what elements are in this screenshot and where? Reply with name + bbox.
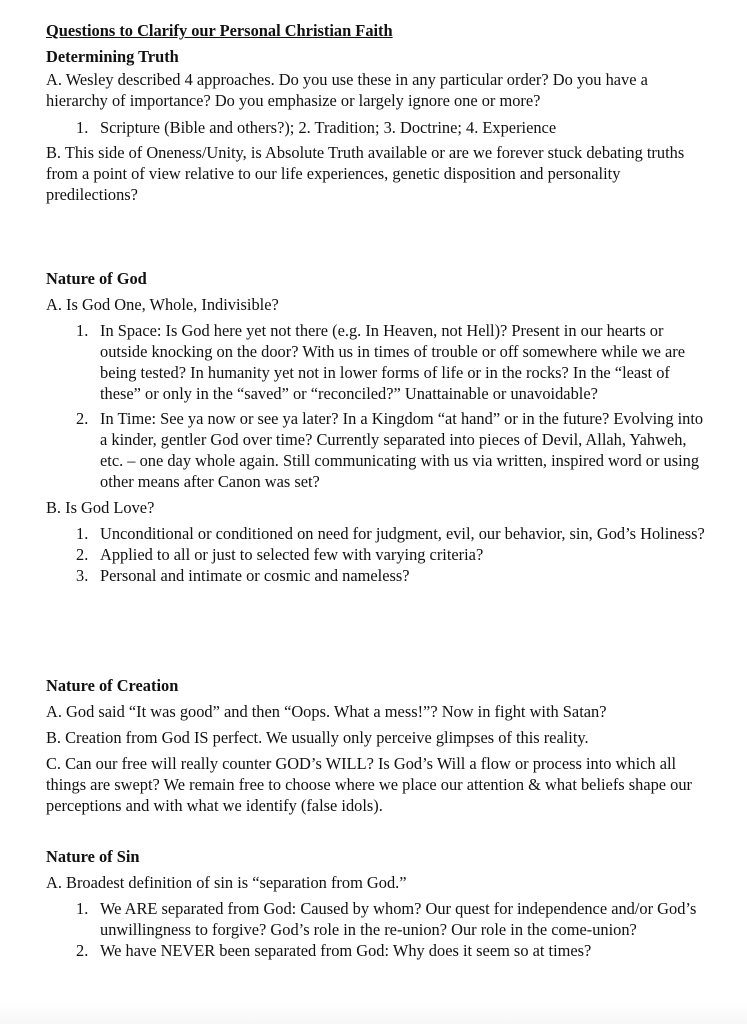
section-determining-truth [46, 46, 706, 205]
list-text: Applied to all or just to selected few with varying criteria? [100, 545, 484, 564]
list-text: Personal and intimate or cosmic and nameless? [100, 566, 410, 585]
list-item [46, 320, 706, 404]
list-number: 2. [76, 545, 89, 564]
page-bottom-edge [0, 1002, 747, 1024]
section-nature-of-sin [46, 846, 706, 961]
document-title: Questions to Clarify our Personal Christian Faith [46, 21, 393, 40]
paragraph-a: A. God said “It was good” and then “Oops. What a mess!”? Now in fight with Satan? [46, 702, 607, 721]
section-heading: Nature of Creation [46, 676, 179, 695]
list-text: We ARE separated from God: Caused by whom? Our quest for independence and/or God’s unwillingness to forgive? God’s role in the re-union? Our role in the come-union? [100, 899, 697, 939]
list-text: In Time: See ya now or see ya later? In a Kingdom “at hand” or in the future? Evolving into a kinder, gentler God over time? Currently separated into pieces of Devil, Allah, Yahweh, etc. – one day whole again. Still communicating with us via written, inspired word or using other means after Canon was set? [100, 409, 704, 491]
list-item [46, 940, 706, 961]
list-number: 2. [76, 941, 89, 960]
list-text: We have NEVER been separated from God: Why does it seem so at times? [100, 941, 592, 960]
section-nature-of-god [46, 268, 706, 586]
section-heading: Nature of God [46, 269, 147, 288]
list-text: In Space: Is God here yet not there (e.g. In Heaven, not Hell)? Present in our hearts or outside knocking on the door? With us in times of trouble or off somewhere while we are being tested? In humanity yet not in lower forms of life or in the rocks? In the “least of these” or only in the “saved” or “reconciled?” Unattainable or unavoidable? [100, 321, 686, 403]
list-item [46, 898, 706, 940]
paragraph-b: B. This side of Oneness/Unity, is Absolute Truth available or are we forever stuck debating truths from a point of view relative to our life experiences, genetic disposition and personality predilections? [46, 143, 685, 204]
section-nature-of-creation [46, 675, 706, 816]
section-heading: Nature of Sin [46, 847, 140, 866]
list-item [46, 565, 706, 586]
list-number: 1. [76, 899, 89, 918]
list-number: 3. [76, 566, 89, 585]
paragraph-a: A. Is God One, Whole, Indivisible? [46, 295, 279, 314]
list-text: Unconditional or conditioned on need for judgment, evil, our behavior, sin, God’s Holiness? [100, 524, 705, 543]
list-text: Scripture (Bible and others?); 2. Tradition; 3. Doctrine; 4. Experience [100, 118, 557, 137]
list-item [46, 408, 706, 492]
paragraph-b: B. Is God Love? [46, 498, 155, 517]
list-number: 1. [76, 118, 89, 137]
section-heading: Determining Truth [46, 47, 179, 66]
paragraph-b: B. Creation from God IS perfect. We usually only perceive glimpses of this reality. [46, 728, 589, 747]
list-number: 2. [76, 409, 89, 428]
list-number: 1. [76, 524, 89, 543]
list-item [46, 523, 706, 544]
list-number: 1. [76, 321, 89, 340]
paragraph-a: A. Wesley described 4 approaches. Do you use these in any particular order? Do you have a hierarchy of importance? Do you emphasize or largely ignore one or more? [46, 70, 648, 110]
list-item [46, 544, 706, 565]
list-item [46, 117, 706, 138]
document-page [46, 20, 706, 960]
paragraph-c: C. Can our free will really counter GOD’s WILL? Is God’s Will a flow or process into which all things are swept? We remain free to choose where we place our attention & what beliefs shape our perceptions and with what we identify (false idols). [46, 754, 693, 815]
paragraph-a: A. Broadest definition of sin is “separation from God.” [46, 873, 407, 892]
